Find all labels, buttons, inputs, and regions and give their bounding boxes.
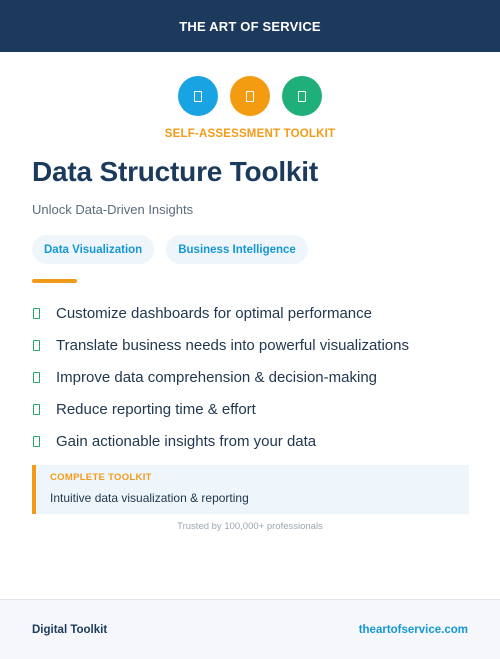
benefit-list (32, 297, 409, 457)
benefit-item (32, 297, 409, 329)
topic-tags (32, 235, 308, 264)
benefit-item (32, 361, 409, 393)
tool-icon-orange (230, 76, 270, 116)
brand-name: THE ART OF SERVICE (179, 18, 321, 34)
benefit-item (32, 425, 409, 457)
benefit-text: Translate business needs into powerful visualizations (56, 336, 409, 354)
tool-icon-blue (178, 76, 218, 116)
benefit-text: Improve data comprehension & decision-making (56, 368, 377, 386)
footer-product-type: Digital Toolkit (32, 623, 108, 636)
document-icon (194, 91, 202, 102)
check-icon (33, 436, 40, 447)
accent-divider (32, 279, 77, 283)
check-icon (33, 340, 40, 351)
footer-website-link[interactable]: theartofservice.com (358, 623, 468, 636)
toolkit-icon-row (0, 76, 500, 116)
page-title: Data Structure Toolkit (32, 156, 319, 187)
tool-icon-green (282, 76, 322, 116)
page-footer (0, 599, 500, 659)
complete-toolkit-callout (32, 465, 469, 514)
page-subtitle: Unlock Data-Driven Insights (32, 202, 194, 217)
trust-line: Trusted by 100,000+ professionals (177, 521, 323, 532)
callout-text: Intuitive data visualization & reporting (50, 491, 249, 505)
tag-data-visualization: Data Visualization (32, 235, 154, 264)
top-banner (0, 0, 500, 52)
benefit-text: Gain actionable insights from your data (56, 432, 317, 450)
callout-label: COMPLETE TOOLKIT (50, 472, 152, 483)
benefit-text: Customize dashboards for optimal performance (56, 304, 372, 322)
document-icon (246, 91, 254, 102)
benefit-item (32, 329, 409, 361)
check-icon (33, 308, 40, 319)
check-icon (33, 372, 40, 383)
benefit-item (32, 393, 409, 425)
check-icon (33, 404, 40, 415)
benefit-text: Reduce reporting time & effort (56, 400, 256, 418)
tag-business-intelligence: Business Intelligence (166, 235, 308, 264)
toolkit-kicker: SELF-ASSESSMENT TOOLKIT (164, 128, 336, 140)
document-icon (298, 91, 306, 102)
